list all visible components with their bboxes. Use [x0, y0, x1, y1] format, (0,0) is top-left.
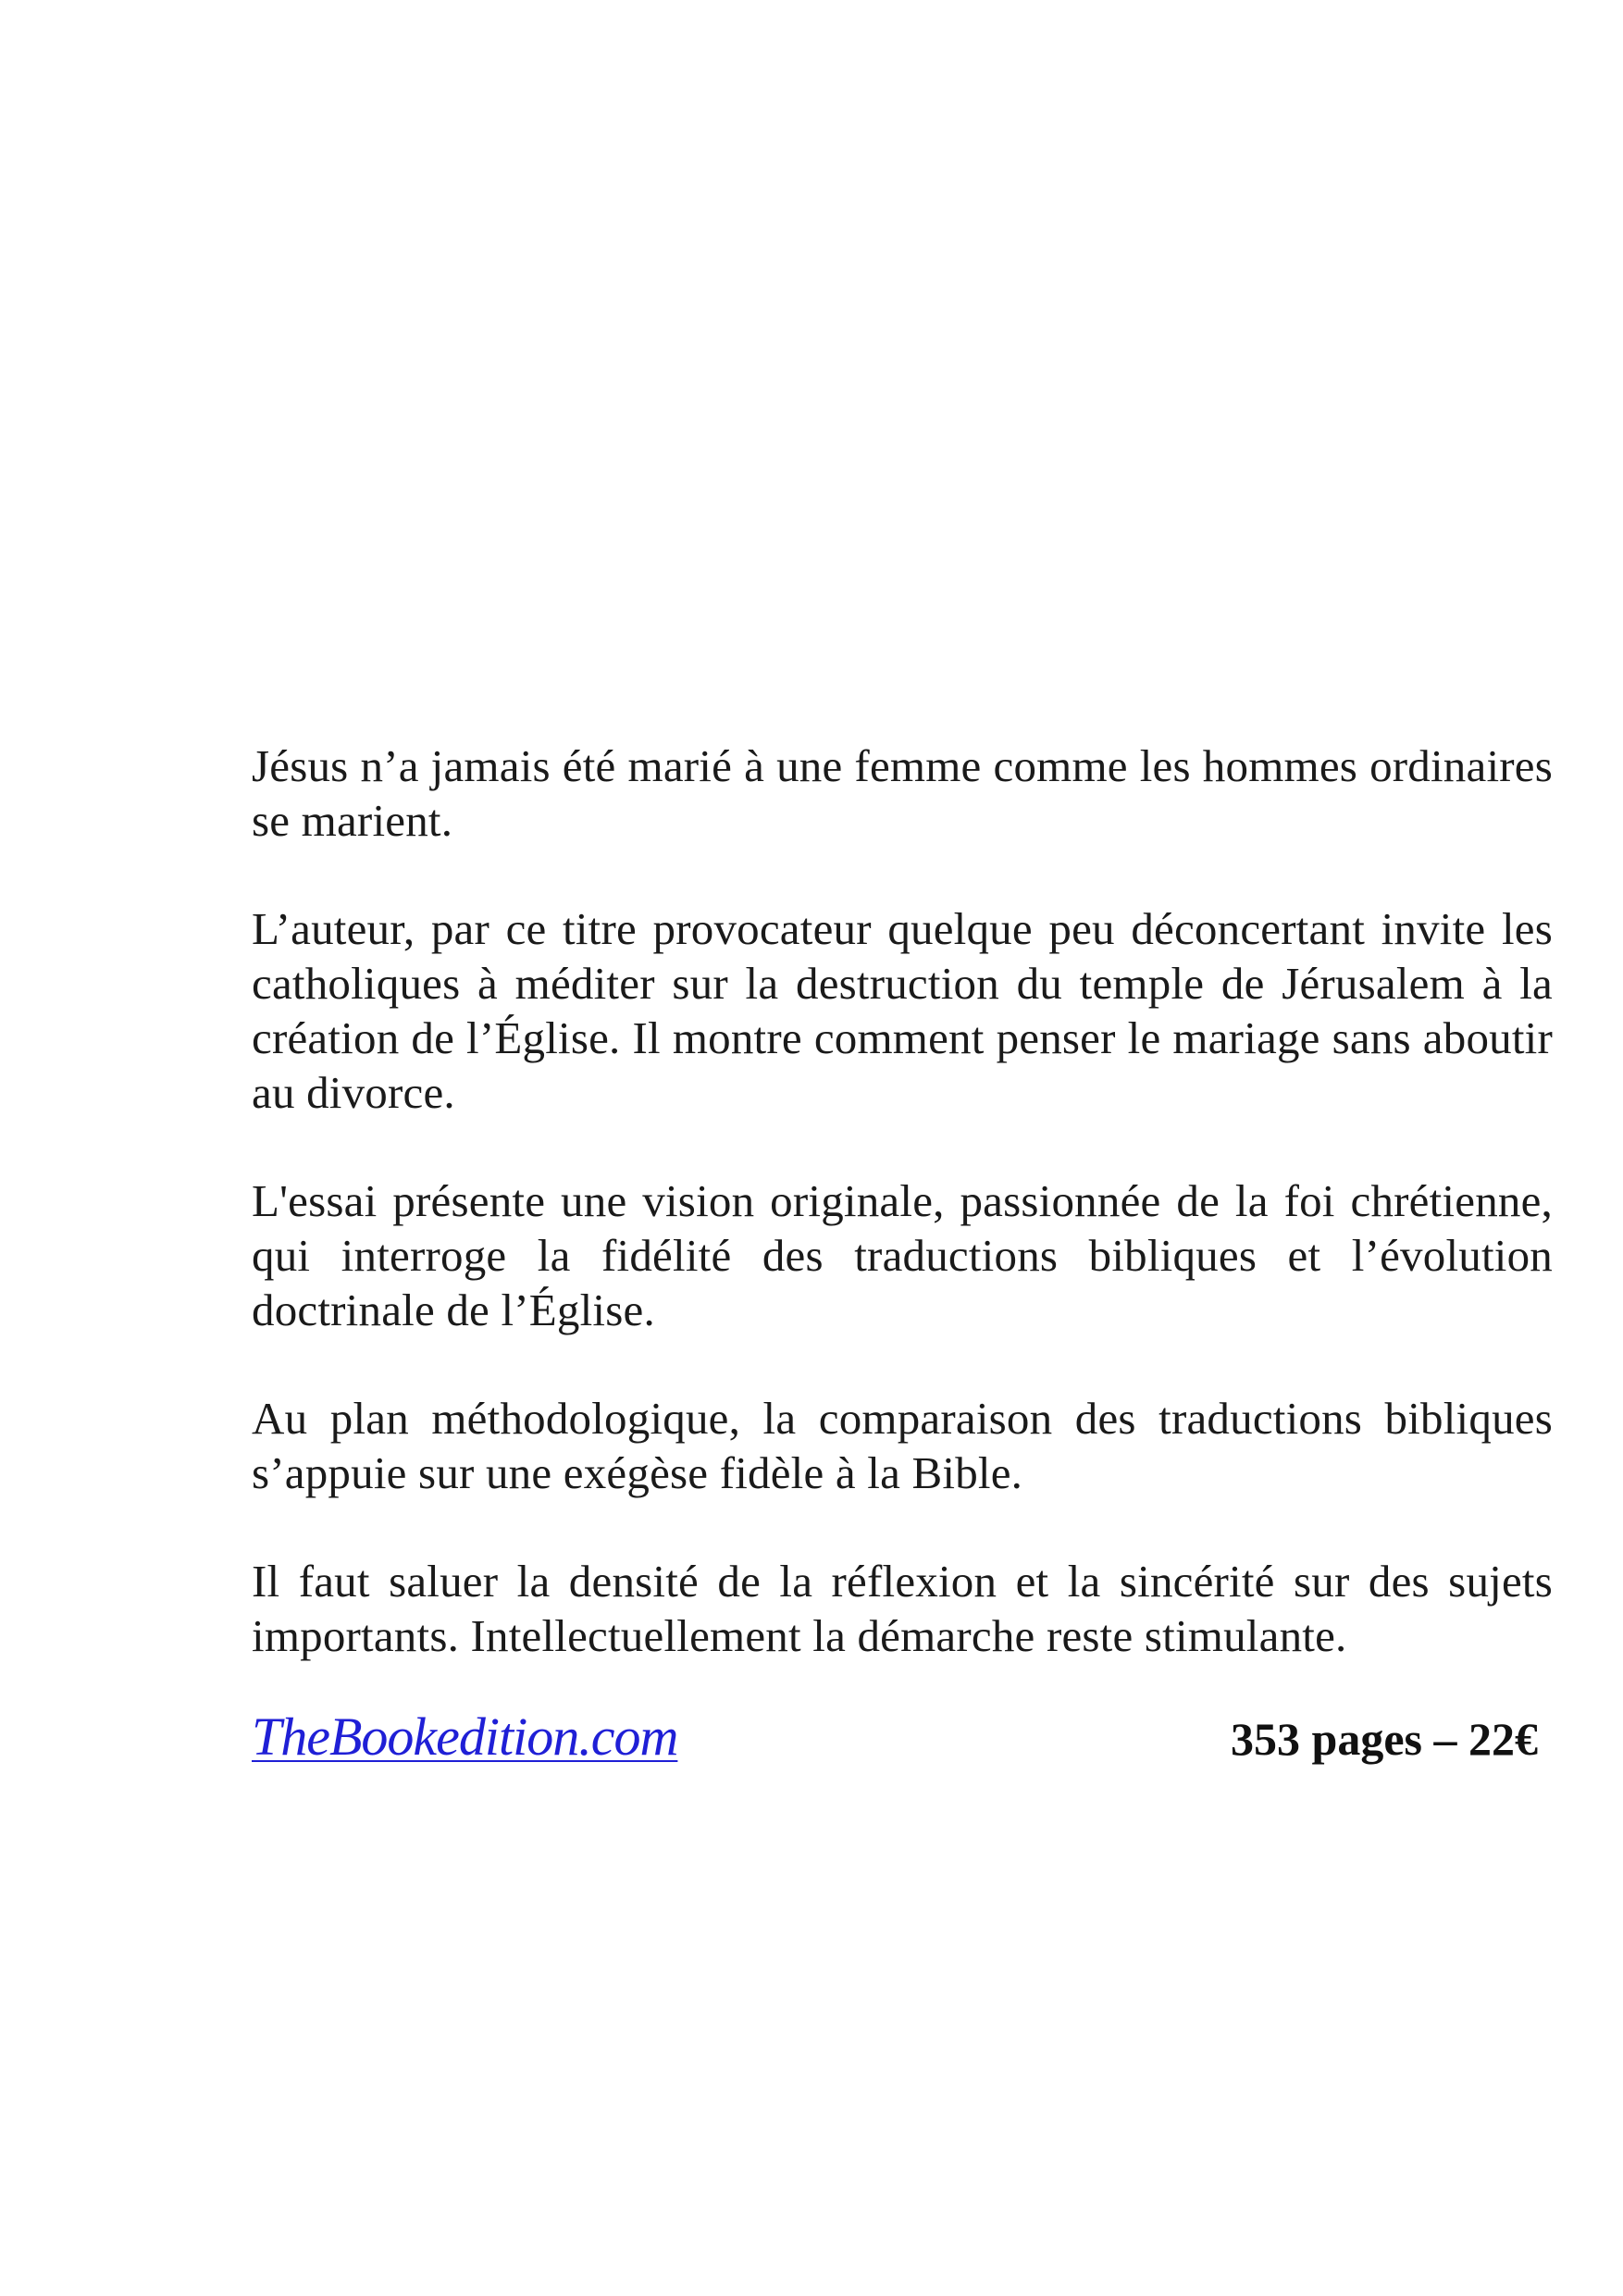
paragraph-conclusion: Il faut saluer la densité de la réflexion et la sincérité sur des sujets importants. Intellectuellement la démarche reste stimulante. [252, 1556, 1553, 1661]
paragraph-intro: Jésus n’a jamais été marié à une femme comme les hommes ordinaires se marient. [252, 740, 1553, 846]
description-text [252, 738, 1553, 1717]
footer [252, 1706, 1538, 1770]
price-info: 353 pages – 22€ [1231, 1713, 1538, 1765]
paragraph-essay: L'essai présente une vision originale, passionnée de la foi chrétienne, qui interroge la fidélité des traductions bibliques et l’évolution doctrinale de l’Église. [252, 1175, 1553, 1335]
paragraph-method: Au plan méthodologique, la comparaison des traductions bibliques s’appuie sur une exégèse fidèle à la Bible. [252, 1393, 1553, 1498]
paragraph-author: L’auteur, par ce titre provocateur quelque peu déconcertant invite les catholiques à méditer sur la destruction du temple de Jérusalem à la création de l’Église. Il montre comment penser le mariage sans aboutir au divorce. [252, 903, 1553, 1118]
publisher-link[interactable]: TheBookedition.com [252, 1706, 678, 1767]
